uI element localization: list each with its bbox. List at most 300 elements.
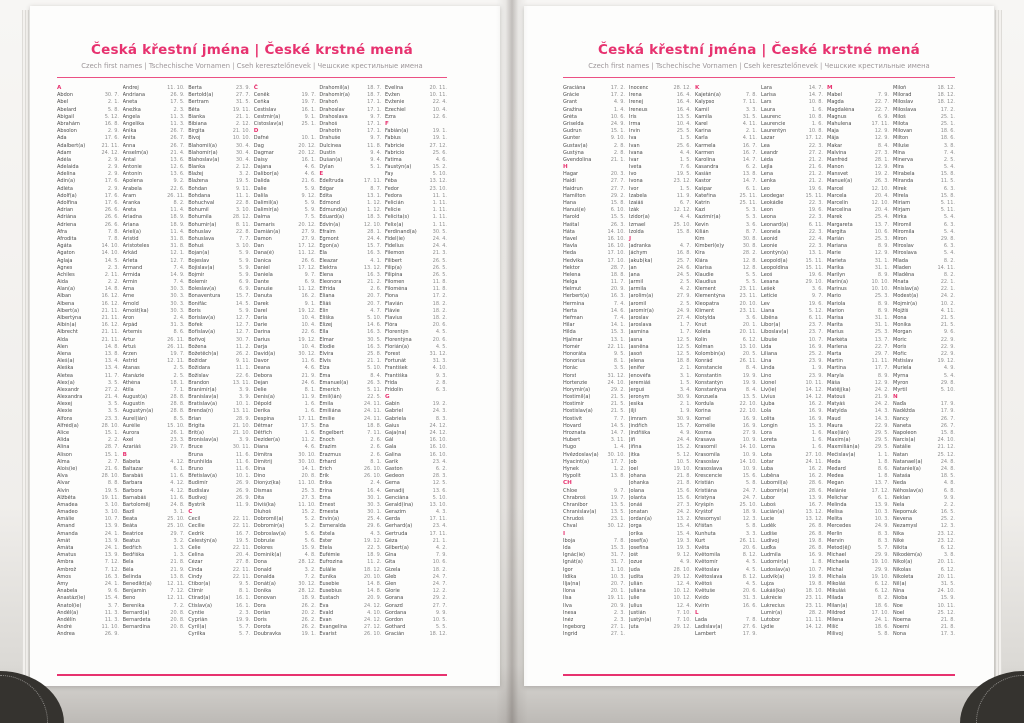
name-day-entry bbox=[629, 480, 691, 487]
name-day-entry bbox=[695, 229, 757, 236]
name-day-entry bbox=[695, 236, 757, 243]
name-day-date: 2. 12. bbox=[235, 120, 251, 127]
first-name: Adelaida bbox=[57, 164, 79, 171]
first-name: Lucie bbox=[761, 516, 775, 523]
name-day-date: 5. 9. bbox=[239, 307, 251, 314]
name-day-entry bbox=[827, 423, 889, 430]
name-day-entry bbox=[319, 329, 381, 336]
name-day-date: 12. 3. bbox=[742, 516, 757, 523]
name-day-entry bbox=[695, 286, 757, 293]
name-day-date: 22. 9. bbox=[940, 343, 955, 350]
name-day-date: 21. 11. bbox=[101, 315, 119, 321]
name-day-entry bbox=[629, 107, 691, 114]
first-name: Lionel bbox=[761, 379, 776, 386]
first-name: August(a) bbox=[122, 394, 148, 401]
first-name: Jošt bbox=[629, 552, 639, 559]
name-day-entry bbox=[563, 416, 625, 423]
first-name: Dimitrij bbox=[253, 458, 273, 465]
name-day-entry bbox=[629, 552, 691, 559]
name-day-date: 5. 6. bbox=[304, 537, 316, 544]
name-day-date: 11. 2. bbox=[367, 559, 382, 566]
name-day-date: 9. 10. bbox=[610, 135, 625, 142]
name-day-date: 27. 9. bbox=[742, 430, 757, 436]
name-day-date: 25. 2. bbox=[940, 516, 955, 523]
first-name: Dora bbox=[253, 602, 266, 609]
name-day-date: 26. 3. bbox=[874, 178, 889, 185]
name-day-date: 3. 10. bbox=[235, 243, 251, 250]
name-day-entry bbox=[629, 243, 691, 250]
name-day-date: 25. 1. bbox=[940, 120, 955, 127]
first-name: Mladěna bbox=[893, 271, 915, 278]
name-day-date: 5. 9. bbox=[304, 207, 316, 214]
name-day-date: 24. 6. bbox=[676, 264, 691, 271]
name-day-date: 30. 9. bbox=[676, 394, 691, 401]
first-name: Hana bbox=[563, 200, 577, 206]
name-day-entry bbox=[385, 373, 447, 380]
name-day-entry bbox=[254, 164, 316, 171]
name-day-date: 15. 8. bbox=[940, 430, 955, 436]
first-name: Margita bbox=[827, 228, 846, 235]
name-day-entry bbox=[563, 523, 625, 530]
name-day-date: 19. 10. bbox=[673, 465, 691, 472]
first-name: Jarolím(a) bbox=[629, 293, 654, 300]
name-day-date: 7. 6. bbox=[679, 164, 691, 171]
name-day-entry bbox=[123, 344, 185, 351]
first-name: Albín(a) bbox=[57, 322, 77, 329]
name-day-date: 11. 12. bbox=[298, 250, 316, 257]
first-name: Marilyn bbox=[827, 271, 846, 278]
name-day-date: 4. 6. bbox=[435, 156, 447, 163]
name-day-date: 15. 6. bbox=[676, 487, 691, 494]
name-day-entry bbox=[385, 581, 447, 588]
name-day-entry bbox=[188, 164, 250, 171]
first-name: Bonifác bbox=[188, 300, 207, 307]
first-name: Kilián bbox=[695, 228, 709, 235]
page-subtitle: Czech first names | Tschechische Vornamen | Cseh keresztelőnevek | Чешские крестильные имена bbox=[588, 62, 930, 70]
first-name: Fridolín bbox=[384, 386, 404, 393]
name-day-entry bbox=[385, 164, 447, 171]
first-name: Graciána bbox=[563, 85, 586, 91]
name-day-date: 18. 12. bbox=[363, 566, 382, 573]
name-day-date: 26. 10. bbox=[363, 473, 382, 480]
first-name: Milan(a) bbox=[827, 602, 848, 609]
name-day-entry bbox=[319, 243, 381, 250]
name-day-date: 2. 2. bbox=[943, 501, 955, 508]
name-day-entry bbox=[57, 265, 119, 272]
first-name: Bruce bbox=[188, 444, 203, 451]
name-day-entry bbox=[57, 430, 119, 437]
first-name: Mojmír(a) bbox=[893, 300, 918, 307]
first-name: Juda bbox=[629, 566, 640, 573]
name-day-date: 26. 11. bbox=[739, 358, 757, 365]
first-name: Kristián bbox=[695, 480, 714, 487]
first-name: Ivona bbox=[629, 178, 643, 185]
first-name: Amand bbox=[57, 523, 75, 530]
name-day-entry bbox=[563, 430, 625, 437]
name-day-entry bbox=[827, 603, 889, 610]
name-day-entry bbox=[57, 416, 119, 423]
name-day-entry bbox=[319, 488, 381, 495]
name-day-date: 26. 6. bbox=[104, 214, 119, 221]
name-day-date: 22. 7. bbox=[874, 106, 889, 113]
first-name: Miron bbox=[893, 235, 907, 242]
name-day-entry bbox=[188, 380, 250, 387]
name-day-date: 12. 7. bbox=[235, 329, 251, 336]
first-name: Albertýna bbox=[57, 315, 82, 321]
name-day-date: 9. 9. bbox=[943, 494, 955, 501]
name-day-entry bbox=[319, 538, 381, 545]
first-name: Kevin bbox=[695, 221, 709, 228]
first-name: Metod(ěj) bbox=[827, 545, 851, 551]
first-name: Honoráta bbox=[563, 350, 587, 357]
name-day-entry bbox=[254, 480, 316, 487]
first-name: Denis(a) bbox=[253, 394, 275, 401]
first-name: Konstantýn bbox=[695, 379, 724, 386]
names-column bbox=[254, 85, 316, 638]
name-day-date: 24. 5. bbox=[676, 271, 691, 278]
first-name: Alexie bbox=[57, 408, 73, 415]
name-day-entry bbox=[893, 423, 955, 430]
name-day-entry bbox=[57, 214, 119, 221]
name-day-date: 22. 11. bbox=[232, 516, 251, 523]
name-day-date: 22. 7. bbox=[874, 343, 889, 350]
name-day-entry bbox=[893, 531, 955, 538]
name-day-entry bbox=[254, 365, 316, 372]
first-name: Bartoloměj bbox=[122, 501, 150, 508]
first-name: Kastor bbox=[695, 178, 711, 185]
name-day-entry bbox=[761, 286, 823, 293]
first-name: Maura bbox=[827, 422, 843, 429]
first-name: Merlin bbox=[827, 530, 843, 537]
name-day-entry bbox=[761, 178, 823, 185]
name-day-date: 18. 2. bbox=[432, 315, 447, 321]
name-day-date: 1. 4. bbox=[613, 444, 625, 451]
name-day-date: 23. 10. bbox=[429, 185, 447, 192]
name-day-entry bbox=[254, 329, 316, 336]
name-day-date: 6. 11. bbox=[808, 315, 823, 321]
name-day-date: 1. 9. bbox=[679, 408, 691, 415]
first-name: Leonard(a) bbox=[761, 221, 789, 228]
name-day-entry bbox=[893, 603, 955, 610]
name-day-entry bbox=[254, 459, 316, 466]
name-day-date: 17. 10. bbox=[871, 609, 889, 616]
name-day-date: 20. 12. bbox=[298, 142, 316, 149]
name-day-entry bbox=[123, 85, 185, 92]
first-name: Krasoslava bbox=[695, 465, 723, 472]
name-day-entry bbox=[629, 286, 691, 293]
name-day-entry bbox=[385, 85, 447, 92]
first-name: Benedikt(a) bbox=[122, 580, 152, 587]
name-day-date: 25. 10. bbox=[673, 221, 691, 228]
name-day-entry bbox=[695, 380, 757, 387]
first-name: Milota bbox=[893, 120, 909, 127]
name-day-date: 26. 10. bbox=[363, 631, 382, 638]
first-name: Květoslav bbox=[695, 566, 720, 573]
name-day-entry bbox=[57, 186, 119, 193]
first-name: Konzuela bbox=[695, 394, 718, 401]
name-day-date: 10. 7. bbox=[808, 566, 823, 573]
name-day-date: 4. 4. bbox=[679, 214, 691, 221]
name-day-entry bbox=[761, 531, 823, 538]
first-name: Eusebie bbox=[319, 580, 340, 587]
first-name: Darja bbox=[253, 343, 268, 350]
name-day-date: 28. 7. bbox=[610, 264, 625, 271]
name-day-date: 10. 4. bbox=[301, 315, 316, 321]
first-name: Minerva bbox=[893, 156, 914, 163]
first-name: Luba bbox=[761, 465, 774, 472]
name-day-entry bbox=[123, 365, 185, 372]
first-name: Myron bbox=[893, 379, 909, 386]
name-day-date: 2. 9. bbox=[107, 171, 119, 178]
first-name: Leopoldína bbox=[761, 264, 789, 271]
first-name: Nona bbox=[893, 631, 907, 638]
name-day-entry bbox=[827, 301, 889, 308]
first-name: Diviš(ka) bbox=[253, 501, 276, 508]
name-day-date: 4. 12. bbox=[170, 480, 185, 487]
name-day-entry bbox=[123, 545, 185, 552]
name-day-date: 31. 5. bbox=[742, 113, 757, 120]
name-day-entry bbox=[761, 315, 823, 322]
name-day-entry bbox=[761, 588, 823, 595]
first-name: Antonín bbox=[122, 171, 142, 178]
name-day-date: 8. 9. bbox=[877, 372, 889, 379]
first-name: Dluhoš bbox=[253, 509, 272, 516]
name-day-entry bbox=[188, 588, 250, 595]
name-day-date: 7. 12. bbox=[104, 566, 119, 573]
first-name: Iva bbox=[629, 135, 637, 142]
name-day-date: 14. 7. bbox=[808, 92, 823, 99]
name-day-date: 4. 9. bbox=[679, 559, 691, 566]
first-name: Medard bbox=[827, 465, 846, 472]
first-name: Laurenc bbox=[761, 113, 781, 120]
name-day-date: 26. 11. bbox=[739, 537, 757, 544]
first-name: Mladen bbox=[893, 264, 912, 271]
first-name: Kurt bbox=[695, 537, 706, 544]
name-day-date: 27. 2. bbox=[808, 149, 823, 156]
name-day-date: 19. 12. bbox=[298, 307, 316, 314]
name-day-date: 11. 3. bbox=[170, 113, 185, 120]
first-name: Filomen bbox=[384, 279, 405, 286]
first-name: Laurentýn bbox=[761, 128, 787, 135]
name-day-entry bbox=[188, 531, 250, 538]
name-day-date: 11. 10. bbox=[298, 480, 316, 487]
name-day-date: 4. 8. bbox=[304, 552, 316, 559]
name-day-entry bbox=[385, 308, 447, 315]
first-name: Dobroslav(a) bbox=[253, 530, 286, 537]
name-day-date: 11. 9. bbox=[235, 501, 251, 508]
name-day-entry bbox=[893, 279, 955, 286]
first-name: Eusebius bbox=[319, 588, 342, 595]
first-name: Dalma bbox=[253, 214, 271, 221]
name-day-date: 22. 5. bbox=[367, 394, 382, 401]
name-day-date: 18. 9. bbox=[367, 552, 382, 559]
name-day-entry bbox=[629, 329, 691, 336]
name-day-entry bbox=[319, 121, 381, 128]
first-name: Etela bbox=[319, 545, 333, 551]
name-day-entry bbox=[385, 92, 447, 99]
first-name: Judita bbox=[629, 573, 644, 580]
first-name: Makar bbox=[827, 142, 843, 149]
name-day-entry bbox=[385, 214, 447, 221]
name-day-entry bbox=[629, 214, 691, 221]
name-day-date: 23. 11. bbox=[805, 602, 823, 609]
name-day-entry bbox=[254, 114, 316, 121]
names-column bbox=[188, 85, 250, 638]
first-name: Barbara bbox=[122, 480, 143, 487]
name-day-entry bbox=[629, 358, 691, 365]
section-letter: A bbox=[57, 85, 62, 91]
name-day-date: 24. 1. bbox=[104, 545, 119, 551]
name-day-date: 16. 8. bbox=[676, 250, 691, 257]
name-day-entry bbox=[123, 595, 185, 602]
first-name: Moris bbox=[893, 343, 907, 350]
name-day-date: 14. 11. bbox=[937, 264, 955, 271]
name-day-date: 3. 6. bbox=[745, 221, 757, 228]
name-day-date: 30. 4. bbox=[235, 149, 251, 156]
name-day-date: 12. 5. bbox=[676, 350, 691, 357]
name-day-entry bbox=[188, 423, 250, 430]
name-day-date: 17. 7. bbox=[874, 365, 889, 372]
name-day-date: 26. 6. bbox=[301, 257, 316, 264]
name-day-date: 6. 9. bbox=[304, 279, 316, 286]
name-day-entry bbox=[57, 222, 119, 229]
name-day-entry bbox=[57, 488, 119, 495]
name-day-date: 3. 8. bbox=[943, 142, 955, 149]
name-day-entry bbox=[629, 99, 691, 106]
first-name: Koleta bbox=[695, 329, 711, 336]
name-day-entry bbox=[188, 301, 250, 308]
first-name: Evelína bbox=[384, 85, 404, 91]
name-day-date: 19. 12. bbox=[363, 537, 382, 544]
name-day-date: 17. 2. bbox=[610, 85, 625, 91]
name-day-entry bbox=[188, 265, 250, 272]
name-day-entry bbox=[563, 243, 625, 250]
name-day-date: 26. 7. bbox=[170, 135, 185, 142]
name-day-entry bbox=[57, 459, 119, 466]
first-name: Dino bbox=[253, 473, 266, 480]
name-day-date: 21. 8. bbox=[676, 480, 691, 487]
first-name: Laurencie bbox=[761, 120, 786, 127]
name-day-entry bbox=[188, 581, 250, 588]
name-day-date: 11. 8. bbox=[367, 142, 382, 149]
name-day-entry bbox=[893, 545, 955, 552]
first-name: Beáta bbox=[122, 523, 138, 530]
name-day-date: 8. 8. bbox=[107, 480, 119, 487]
first-name: Marieta bbox=[827, 257, 846, 264]
first-name: David(a) bbox=[253, 350, 276, 357]
name-day-date: 26. 9. bbox=[104, 631, 119, 638]
name-day-entry bbox=[188, 250, 250, 257]
name-day-date: 9. 4. bbox=[370, 149, 382, 156]
name-day-date: 8. 2. bbox=[943, 257, 955, 264]
name-day-date: 12. 7. bbox=[235, 315, 251, 321]
first-name: Melisa bbox=[827, 509, 843, 516]
first-name: Bohuslav bbox=[188, 228, 212, 235]
first-name: Cyril(a) bbox=[188, 624, 207, 631]
first-name: Erhard bbox=[319, 458, 336, 465]
name-day-entry bbox=[188, 459, 250, 466]
name-day-date: 11. 10. bbox=[167, 85, 185, 91]
name-day-date: 2. 5. bbox=[679, 300, 691, 307]
name-day-entry bbox=[629, 581, 691, 588]
name-day-entry bbox=[695, 114, 757, 121]
name-day-date: 24. 1. bbox=[104, 530, 119, 537]
first-name: Kleopatra bbox=[695, 300, 720, 307]
first-name: Agaton bbox=[57, 250, 75, 257]
name-day-entry bbox=[695, 617, 757, 624]
name-day-date: 12. 6. bbox=[432, 113, 447, 120]
first-name: Azariáš bbox=[122, 444, 141, 451]
name-day-entry bbox=[385, 408, 447, 415]
first-name: Donát(a) bbox=[253, 580, 276, 587]
name-day-date: 11. 2. bbox=[301, 437, 316, 444]
name-day-entry bbox=[827, 567, 889, 574]
name-day-entry bbox=[319, 178, 381, 185]
name-day-date: 31. 5. bbox=[940, 580, 955, 587]
name-day-entry bbox=[893, 193, 955, 200]
name-day-entry bbox=[629, 373, 691, 380]
name-day-date: 27. 9. bbox=[676, 293, 691, 300]
name-day-date: 13. 1. bbox=[808, 250, 823, 257]
first-name: Mirela bbox=[893, 192, 909, 199]
first-name: Dorota bbox=[253, 624, 271, 631]
name-day-entry bbox=[254, 92, 316, 99]
name-day-entry bbox=[385, 459, 447, 466]
name-day-entry bbox=[563, 452, 625, 459]
first-name: Miloslav bbox=[893, 99, 914, 106]
name-day-entry bbox=[385, 135, 447, 142]
first-name: Modest(a) bbox=[893, 293, 919, 300]
name-day-entry bbox=[254, 595, 316, 602]
name-day-date: 19. 7. bbox=[170, 350, 185, 357]
name-day-entry bbox=[893, 559, 955, 566]
name-day-date: 16. 3. bbox=[104, 573, 119, 580]
first-name: Lada bbox=[695, 616, 708, 623]
first-name: Marián bbox=[827, 235, 845, 242]
first-name: Ernesta bbox=[319, 509, 339, 516]
first-name: Danica bbox=[253, 257, 272, 264]
first-name: Liliana bbox=[761, 350, 778, 357]
name-day-date: 18. 5. bbox=[940, 473, 955, 480]
first-name: Béla bbox=[122, 566, 134, 573]
name-day-date: 10. 3. bbox=[874, 516, 889, 523]
name-day-entry bbox=[761, 293, 823, 300]
name-day-date: 9. 7. bbox=[811, 293, 823, 300]
first-name: Cyntie bbox=[188, 609, 205, 616]
name-day-entry bbox=[827, 373, 889, 380]
first-name: Adalbert(a) bbox=[57, 142, 86, 149]
name-day-entry bbox=[893, 236, 955, 243]
first-name: Manfréd bbox=[827, 156, 848, 163]
name-day-entry bbox=[695, 193, 757, 200]
name-day-date: 13. 7. bbox=[874, 221, 889, 228]
name-day-date: 24. 9. bbox=[874, 523, 889, 530]
first-name: Lora bbox=[761, 430, 772, 436]
name-day-entry bbox=[188, 394, 250, 401]
name-day-entry bbox=[57, 538, 119, 545]
name-day-entry bbox=[254, 99, 316, 106]
first-name: Klarisa bbox=[695, 264, 712, 271]
first-name: Gleb bbox=[384, 573, 397, 580]
name-day-date: 16. 10. bbox=[429, 451, 447, 458]
first-name: Aurel(ián) bbox=[122, 415, 148, 422]
name-day-entry bbox=[57, 272, 119, 279]
section-letter: N bbox=[893, 394, 898, 401]
name-day-entry bbox=[254, 272, 316, 279]
name-day-date: 18. 9. bbox=[170, 221, 185, 228]
first-name: Eduard(a) bbox=[319, 214, 345, 221]
first-name: Aida bbox=[57, 279, 69, 286]
